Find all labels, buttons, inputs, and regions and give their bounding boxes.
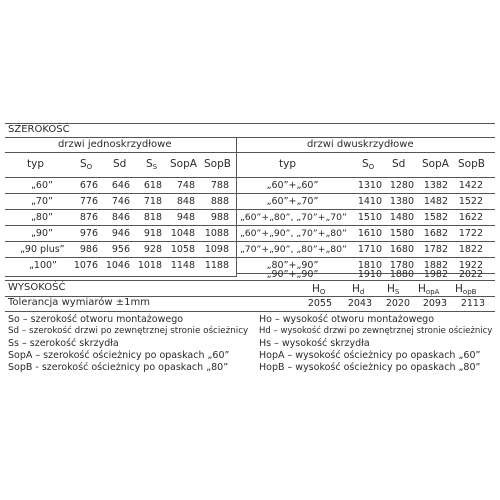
- height-header-hopb: $H_{opB}$: [455, 283, 477, 296]
- single-header-sopa: SopA: [170, 158, 197, 170]
- single-ss-cell: 928: [143, 244, 162, 255]
- single-type-cell: „90 plus”: [20, 244, 65, 255]
- single-so-cell: 986: [79, 244, 98, 255]
- tolerance-note: Tolerancja wymiarów ±1mm: [8, 297, 150, 308]
- legend-item: Hs – wysokość skrzydła: [259, 338, 370, 349]
- single-sd-cell: 746: [111, 196, 130, 207]
- double-so-cell: 1810: [357, 260, 382, 271]
- single-sopa-cell: 1148: [170, 260, 195, 271]
- row-divider: [236, 209, 495, 210]
- legend-item: HopB – wysokość ościeżnicy po opaskach „80”: [259, 362, 481, 373]
- double-sopb-cell: 1422: [458, 180, 483, 191]
- single-ss-cell: 1018: [137, 260, 162, 271]
- height-header-hd: $H_d$: [352, 283, 365, 296]
- double-sopb-cell: 1822: [458, 244, 483, 255]
- row-divider: [236, 225, 495, 226]
- single-so-cell: 676: [79, 180, 98, 191]
- double-header-sopb: SopB: [458, 158, 485, 170]
- single-type-cell: „100”: [29, 260, 57, 271]
- single-so-cell: 976: [79, 228, 98, 239]
- height-hd-cell: 2043: [347, 298, 372, 309]
- single-sopb-cell: 1088: [204, 228, 229, 239]
- double-sopb-cell: 1522: [458, 196, 483, 207]
- height-hopa-cell: 2093: [422, 298, 447, 309]
- legend-item: Sd – szerokość drzwi po zewnętrznej stronie ościeżnicy: [8, 326, 249, 336]
- double-sopa-cell: 1882: [423, 260, 448, 271]
- double-sopb-cell: 1922: [458, 260, 483, 271]
- double-header-sd: Sd: [392, 158, 406, 170]
- row-divider: [5, 257, 236, 258]
- row-divider: [5, 209, 236, 210]
- double-type-cell: „60”+„70”: [266, 196, 319, 207]
- title-rule: [5, 137, 495, 138]
- double-sopa-cell: 1682: [423, 228, 448, 239]
- row-divider: [5, 225, 236, 226]
- double-header-so: $S_O$: [362, 158, 375, 171]
- double-sd-cell: 1380: [389, 196, 414, 207]
- single-ss-cell: 818: [143, 212, 162, 223]
- double-sd-cell: 1680: [389, 244, 414, 255]
- double-header-typ: typ: [279, 158, 296, 170]
- single-sopa-cell: 1048: [170, 228, 195, 239]
- single-sopb-cell: 788: [210, 180, 229, 191]
- single-so-cell: 876: [79, 212, 98, 223]
- height-hopb-cell: 2113: [460, 298, 485, 309]
- single-type-cell: „60”: [31, 180, 53, 191]
- single-sopa-cell: 748: [176, 180, 195, 191]
- double-sopb-cell: 1622: [458, 212, 483, 223]
- subheader-rule: [5, 152, 495, 153]
- single-leaf-label: drzwi jednoskrzydłowe: [58, 139, 172, 150]
- single-header-sopb: SopB: [204, 158, 231, 170]
- height-hs-cell: 2020: [385, 298, 410, 309]
- double-sopb-cell: 1722: [458, 228, 483, 239]
- double-so-cell: 1410: [357, 196, 382, 207]
- single-type-cell: „90”: [31, 228, 53, 239]
- height-bottom-rule: [5, 311, 495, 312]
- single-sopa-cell: 848: [176, 196, 195, 207]
- double-sd-cell: 1880: [389, 269, 414, 280]
- double-type-cell: „60”+„80”, „70”+„70”: [240, 212, 347, 223]
- double-sd-cell: 1780: [389, 260, 414, 271]
- single-ss-cell: 918: [143, 228, 162, 239]
- double-so-cell: 1710: [357, 244, 382, 255]
- double-so-cell: 1310: [357, 180, 382, 191]
- single-type-cell: „70”: [31, 196, 53, 207]
- row-divider: [236, 241, 495, 242]
- row-divider: [236, 257, 495, 258]
- double-sopa-cell: 1982: [423, 269, 448, 280]
- height-header-hs: $H_S$: [387, 283, 400, 296]
- single-ss-cell: 718: [143, 196, 162, 207]
- legend-item: HopA – wysokość ościeżnicy po opaskach „60”: [259, 350, 481, 361]
- row-divider: [5, 193, 236, 194]
- legend-item: SopB - szerokość ościeżnicy po opaskach „80”: [8, 362, 229, 373]
- single-sd-cell: 956: [111, 244, 130, 255]
- double-type-cell: „60”+„60”: [266, 180, 319, 191]
- single-header-sd: Sd: [113, 158, 127, 170]
- double-type-cell: „80”+„90”: [266, 260, 319, 271]
- double-leaf-label: drzwi dwuskrzydłowe: [307, 139, 414, 150]
- double-so-cell: 1610: [357, 228, 382, 239]
- width-section-title: SZEROKOŚĆ: [8, 124, 70, 135]
- single-sd-cell: 1046: [105, 260, 130, 271]
- single-sd-cell: 946: [111, 228, 130, 239]
- top-rule: [5, 123, 495, 124]
- single-sopb-cell: 888: [210, 196, 229, 207]
- double-sopa-cell: 1582: [423, 212, 448, 223]
- double-header-sopa: SopA: [422, 158, 449, 170]
- legend-item: SopA – szerokość ościeżnicy po opaskach „60”: [8, 350, 230, 361]
- double-so-cell: 1510: [357, 212, 382, 223]
- double-sopb-cell: 2022: [458, 269, 483, 280]
- double-sopa-cell: 1382: [423, 180, 448, 191]
- single-so-cell: 1076: [73, 260, 98, 271]
- legend-item: So – szerokość otworu montażowego: [8, 314, 184, 325]
- double-sd-cell: 1580: [389, 228, 414, 239]
- header-rule: [5, 177, 495, 178]
- double-sopa-cell: 1782: [423, 244, 448, 255]
- single-header-typ: typ: [27, 158, 44, 170]
- height-ho-cell: 2055: [307, 298, 332, 309]
- single-header-ss: $S_S$: [146, 158, 158, 171]
- double-sd-cell: 1280: [389, 180, 414, 191]
- double-so-cell: 1910: [357, 269, 382, 280]
- legend-item: Hd – wysokość drzwi po zewnętrznej stronie ościeżnicy: [259, 326, 493, 336]
- height-section-title: WYSOKOŚĆ: [8, 282, 66, 293]
- single-sopb-cell: 1098: [204, 244, 229, 255]
- single-type-cell: „80”: [31, 212, 53, 223]
- single-table-bottom-rule: [5, 276, 236, 277]
- height-top-rule: [5, 280, 495, 281]
- double-type-cell: „60”+„90”, „70”+„80”: [240, 228, 347, 239]
- single-ss-cell: 618: [143, 180, 162, 191]
- legend-item: Ss – szerokość skrzydła: [8, 338, 119, 349]
- single-sopa-cell: 1058: [170, 244, 195, 255]
- double-type-cell: „70”+„90”, „80”+„80”: [240, 244, 347, 255]
- single-so-cell: 776: [79, 196, 98, 207]
- row-divider: [5, 241, 236, 242]
- double-sd-cell: 1480: [389, 212, 414, 223]
- row-divider: [236, 193, 495, 194]
- single-header-so: $S_O$: [80, 158, 93, 171]
- single-sd-cell: 646: [111, 180, 130, 191]
- column-divider: [236, 137, 237, 277]
- double-type-cell: „90”+„90”: [266, 269, 319, 280]
- single-sopa-cell: 948: [176, 212, 195, 223]
- single-sd-cell: 846: [111, 212, 130, 223]
- double-sopa-cell: 1482: [423, 196, 448, 207]
- single-sopb-cell: 988: [210, 212, 229, 223]
- height-header-ho: $H_O$: [312, 283, 326, 296]
- single-sopb-cell: 1188: [204, 260, 229, 271]
- height-header-hopa: $H_{opA}$: [418, 283, 440, 296]
- legend-item: Ho – wysokość otworu montażowego: [259, 314, 435, 325]
